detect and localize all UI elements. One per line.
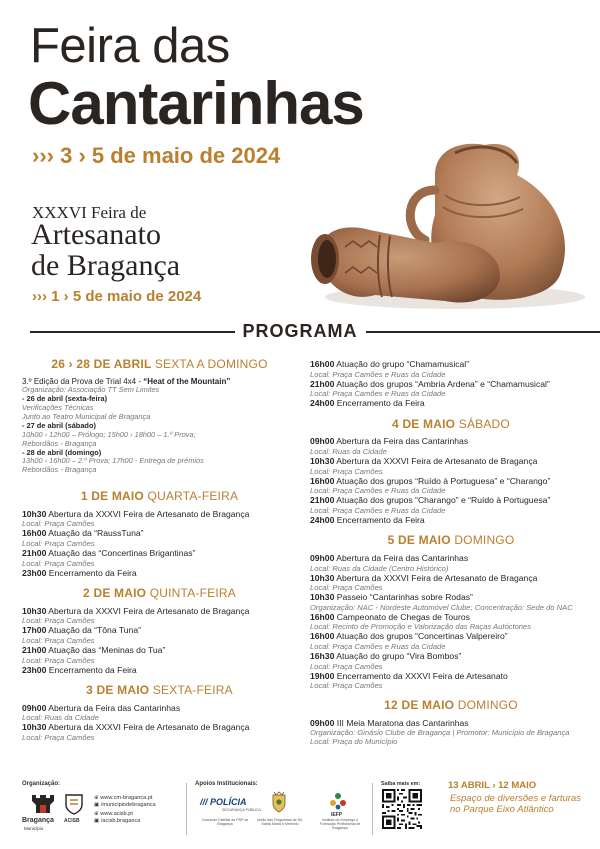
events-5-may: [310, 553, 592, 690]
trial-day-2: - 27 de abril (sábado): [22, 420, 96, 430]
psp-logo: /// POLÍCIA: [200, 797, 247, 807]
qr-label: Saiba mais em:: [381, 781, 421, 787]
program-left-column: [22, 355, 297, 752]
main-event-dates: ››› 3 › 5 de maio de 2024: [32, 143, 281, 168]
trial-day-2-detail: 10h00 › 12h00 – Prólogo; 15h00 › 18h00 – 1.º Prova;: [22, 429, 196, 439]
event-item: 17h00 Atuação da “Tôna Tuna”: [22, 625, 141, 636]
event-location: Local: Praça Camões: [22, 655, 95, 665]
event-location: Local: Recinto de Promoção e Valorização das Raças Autóctones: [310, 622, 532, 632]
event-item: 24h00 Encerramento da Feira: [310, 514, 425, 525]
event-item: 09h00 Abertura da Feira das Cantarinhas: [22, 702, 181, 713]
acisb-logo-icon: [64, 791, 84, 815]
event-location: Local: Ruas da Cidade: [310, 446, 387, 456]
event-location: Local: Praça Camões: [22, 519, 95, 529]
event-location: Local: Praça Camões: [22, 732, 95, 742]
day-heading-5-may: 5 DE MAIO DOMINGO: [387, 533, 515, 548]
event-location: Local: Ruas da Cidade (Centro Histórico): [310, 563, 449, 573]
event-item: 21h00 Atuação das “Meninas do Tua”: [22, 645, 166, 655]
event-location: Local: Praça Camões: [310, 583, 383, 593]
globe-icon: ⊕: [94, 811, 99, 817]
trial-day-1: - 26 de abril (sexta-feira): [22, 394, 108, 404]
braganca-wordmark: Bragança: [22, 817, 54, 824]
trial-day-3: - 28 de abril (domingo): [22, 447, 102, 457]
event-item: 24h00 Encerramento da Feira: [310, 398, 425, 409]
clay-pots-illustration: [285, 135, 600, 315]
event-location: Local: Praça do Município: [310, 737, 398, 747]
event-location: Local: Praça Camões: [310, 681, 383, 691]
freguesia-caption: União das Freguesias de Sé, Santa Maria e Meixedo: [256, 818, 304, 827]
event-location: Local: Praça Camões e Ruas da Cidade: [310, 641, 446, 651]
footer-divider: [372, 783, 373, 835]
fairground-dates: 13 ABRIL › 12 MAIO: [448, 780, 537, 791]
title-line-1: Feira das: [30, 19, 230, 73]
trial-title: 3.º Edição da Prova de Trial 4x4 - “Heat of the Mountain”: [22, 376, 231, 386]
link-acisb-facebook[interactable]: ▣ /acisb.braganca: [94, 818, 141, 824]
globe-icon: ⊕: [94, 795, 99, 801]
event-item: 10h30 Abertura da XXXVI Feira de Artesanato de Bragança: [22, 605, 250, 616]
trial-day-3-detail: 13h00 › 16h00 – 2.º Prova; 17h00 - Entrega de prémios: [22, 456, 204, 466]
event-item: 10h30 Abertura da XXXVI Feira de Artesanato de Bragança: [310, 455, 538, 466]
policia-stripes-icon: ///: [200, 797, 208, 807]
event-item: 10h30 Abertura da XXXVI Feira de Artesanato de Bragança: [22, 508, 250, 519]
event-item: 21h00 Atuação das “Concertinas Brigantinas”: [22, 548, 196, 559]
event-location: Local: Praça Camões: [22, 558, 95, 568]
event-location: Local: Ruas da Cidade: [22, 713, 99, 723]
crafts-fair-title-2: de Bragança: [31, 249, 181, 282]
event-item: 16h30 Atuação do grupo “Vira Bombos”: [310, 650, 462, 661]
event-item: 10h30 Passeio “Cantarinhas sobre Rodas”: [310, 592, 473, 603]
events-2-may: [22, 606, 297, 675]
fairground-description: Espaço de diversões e farturas no Parque Eixo Atlântico: [450, 793, 581, 815]
iefp-wordmark: IEFP: [331, 812, 343, 818]
iefp-caption: Instituto do Emprego e Formação Profissional de Bragança: [319, 818, 361, 831]
day-heading-1-may: 1 DE MAIO QUARTA-FEIRA: [80, 489, 239, 504]
event-location: Local: Praça Camões: [22, 616, 95, 626]
event-item: 16h00 Atuação do grupo “Chamamusical”: [310, 359, 470, 369]
braganca-logo-icon: [30, 791, 56, 815]
crafts-fair-dates: ››› 1 › 5 de maio de 2024: [32, 288, 202, 305]
acisb-wordmark: ACISB: [64, 818, 80, 824]
iefp-logo-icon: [328, 791, 348, 811]
events-12-may: [310, 718, 592, 747]
day-heading-26-28-april: 26 › 28 DE ABRIL SEXTA A DOMINGO: [51, 357, 268, 371]
municipio-label: Município: [24, 826, 44, 831]
event-item: 09h00 Abertura da Feira das Cantarinhas: [310, 552, 469, 563]
trial-day-1-place: Junto ao Teatro Municipal de Bragança: [22, 411, 151, 421]
events-3-may: [22, 703, 297, 742]
support-label: Apoios Institucionais:: [195, 781, 258, 787]
event-location: Organização: NAC - Nordeste Automóvel Clube; Concentração: Sede do NAC: [310, 602, 573, 612]
event-item: 21h00 Atuação dos grupos “Ambria Ardena” e “Chamamusical”: [310, 378, 550, 389]
event-item: 16h00 Atuação da “RaussTuna”: [22, 528, 144, 539]
day-heading-12-may: 12 DE MAIO DOMINGO: [384, 698, 518, 713]
programa-heading: PROGRAMA: [0, 321, 600, 342]
event-organization: Organização: Ginásio Clube de Bragança | Promotor: Município de Bragança: [310, 728, 570, 738]
day-heading-4-may: 4 DE MAIO SÁBADO: [392, 416, 510, 431]
trial-org: Organização: Associação TT Sem Limites: [22, 385, 160, 395]
event-location: Local: Praça Camões e Ruas da Cidade: [310, 389, 446, 399]
events-3-may-continued: [310, 359, 592, 409]
event-item: 16h00 Atuação dos grupos “Ruído à Portuguesa” e “Charango”: [310, 475, 551, 486]
link-acisb[interactable]: ⊕ www.acisb.pt: [94, 811, 133, 817]
crafts-fair-title-1: Artesanato: [31, 218, 161, 251]
program-right-column: [310, 359, 592, 756]
qr-code-icon[interactable]: [382, 789, 422, 829]
events-4-may: [310, 436, 592, 525]
event-item: 23h00 Encerramento da Feira: [22, 567, 137, 578]
crafts-fair-edition: XXXVI Feira de: [32, 203, 147, 222]
event-item: 10h30 Abertura da XXXVI Feira de Artesanato de Bragança: [22, 722, 250, 733]
trial-day-2-place: Rebordãos - Bragança: [22, 438, 97, 448]
title-line-2: Cantarinhas: [28, 70, 364, 137]
event-item: 16h00 Atuação dos grupos “Concertinas Valpereiro”: [310, 631, 508, 642]
link-municipio-facebook[interactable]: ▣ /municipiodebraganca: [94, 802, 156, 808]
trial-day-3-place: Rebordãos - Bragança: [22, 465, 97, 475]
event-item: 10h30 Abertura da XXXVI Feira de Artesanato de Bragança: [310, 572, 538, 583]
event-item: 23h00 Encerramento da Feira: [22, 664, 137, 675]
event-item: 19h00 Encerramento da XXXVI Feira de Artesanato: [310, 670, 508, 681]
event-item: 16h00 Campeonato de Chegas de Touros: [310, 611, 470, 622]
event-item: 21h00 Atuação dos grupos “Charango” e “Ruído à Portuguesa”: [310, 495, 551, 506]
footer-divider: [186, 783, 187, 835]
day-heading-3-may: 3 DE MAIO SEXTA-FEIRA: [86, 683, 233, 698]
event-item: 09h00 Abertura da Feira das Cantarinhas: [310, 436, 469, 447]
event-location: Local: Praça Camões: [22, 636, 95, 645]
event-location: Local: Praça Camões: [22, 539, 95, 549]
link-cm-braganca[interactable]: ⊕ www.cm-braganca.pt: [94, 795, 153, 801]
trial-day-1-detail: Verificações Técnicas: [22, 403, 94, 412]
event-location: Local: Praça Camões: [310, 661, 383, 671]
event-item: 09h00 III Meia Maratona das Cantarinhas: [310, 717, 469, 728]
facebook-icon: ▣: [94, 802, 100, 808]
facebook-icon: ▣: [94, 818, 100, 824]
event-location: Local: Praça Camões: [310, 466, 383, 476]
events-1-may: [22, 509, 297, 578]
event-location: Local: Praça Camões e Ruas da Cidade: [310, 505, 446, 515]
psp-caption: Comando Distrital da PSP de Bragança: [201, 818, 249, 827]
day-heading-2-may: 2 DE MAIO QUINTA-FEIRA: [83, 586, 236, 601]
freguesia-crest-icon: [270, 791, 288, 813]
organization-label: Organização:: [22, 781, 61, 787]
trial-event: [22, 377, 297, 476]
event-location: Local: Praça Camões e Ruas da Cidade: [310, 369, 446, 379]
psp-subtitle: SEGURANÇA PÚBLICA: [222, 808, 261, 812]
event-location: Local: Praça Camões e Ruas da Cidade: [310, 486, 446, 496]
